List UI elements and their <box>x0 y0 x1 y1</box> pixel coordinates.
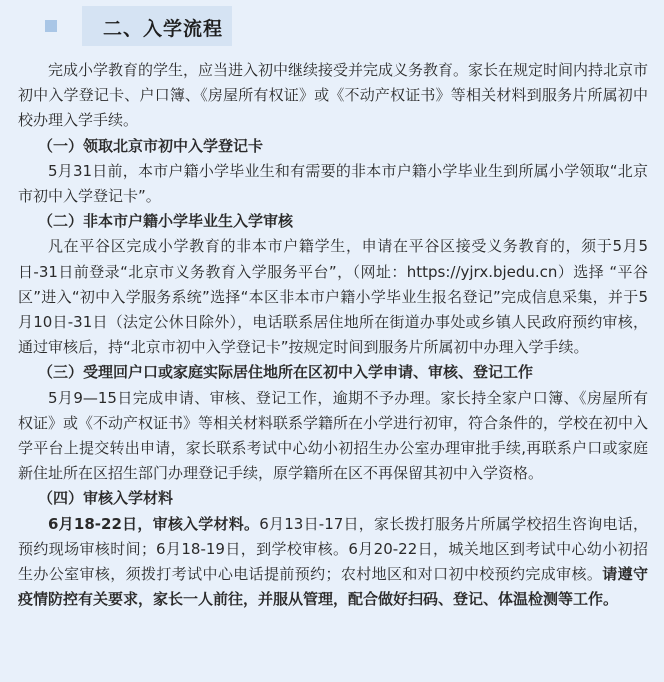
step-3-text: 5月9—15日完成申请、审核、登记工作，逾期不予办理。家长持全家户口簿、《房屋所有权证》或《不动产权证书》等相关材料联系学籍所在小学进行初审，符合条件的，学校在初中入学平台上提交转出申请，家长联系考试中心幼小初招生办公室办理审批手续,再联系户口或家庭新住址所在区招生部门办理登记手续，原学籍所在区不再保留其初中入学资格。 <box>18 388 649 483</box>
article-body <box>18 58 648 612</box>
step-4-heading: （四）审核入学材料 <box>38 489 174 508</box>
section-title: 二、入学流程 <box>103 18 224 40</box>
step-4-bold-tail: 请遵守疫情防控有关要求，家长一人前往，并服从管理，配合做好扫码、登记、体温检测等工作。 <box>18 565 648 609</box>
step-4-bold-lead: 6月18-22日，审核入学材料。 <box>48 514 260 533</box>
step-2-text: 凡在平谷区完成小学教育的非本市户籍学生，申请在平谷区接受义务教育的，须于5月5日-31日前登录“北京市义务教育入学服务平台”，（网址：https://yjrx.bjedu.cn）选择 “平谷区”进入“初中入学服务系统”选择“本区非本市户籍小学毕业生报名登记”完成信息采集，并于5月10日-31日（法定公休日除外），电话联系居住地所在街道办事处或乡镇人民政府预约审核，通过审核后，持“北京市初中入学登记卡”按规定时间到服务片所属初中办理入学手续。 <box>18 237 648 357</box>
step-1-heading: （一）领取北京市初中入学登记卡 <box>38 136 264 155</box>
step-4-text <box>18 512 648 613</box>
step-1-text: 5月31日前，本市户籍小学毕业生和有需要的非本市户籍小学毕业生到所属小学领取“北京市初中入学登记卡”。 <box>18 161 648 206</box>
square-bullet-icon <box>45 20 57 32</box>
step-4-body: 6月13日-17日，家长拨打服务片所属学校招生咨询电话，预约现场审核时间；6月18-19日，到学校审核。6月20-22日，城关地区到考试中心幼小初招生办公室审核，须拨打考试中心电话提前预约；农村地区和对口初中校预约完成审核。 <box>18 514 648 584</box>
step-2-heading: （二）非本市户籍小学毕业生入学审核 <box>38 212 294 231</box>
section-header <box>0 0 664 48</box>
intro-paragraph: 完成小学教育的学生，应当进入初中继续接受并完成义务教育。家长在规定时间内持北京市初中入学登记卡、户口簿、《房屋所有权证》或《不动产权证书》等相关材料到服务片所属初中校办理入学手续。 <box>18 61 649 130</box>
step-3-heading: （三）受理回户口或家庭实际居住地所在区初中入学申请、审核、登记工作 <box>38 363 534 382</box>
